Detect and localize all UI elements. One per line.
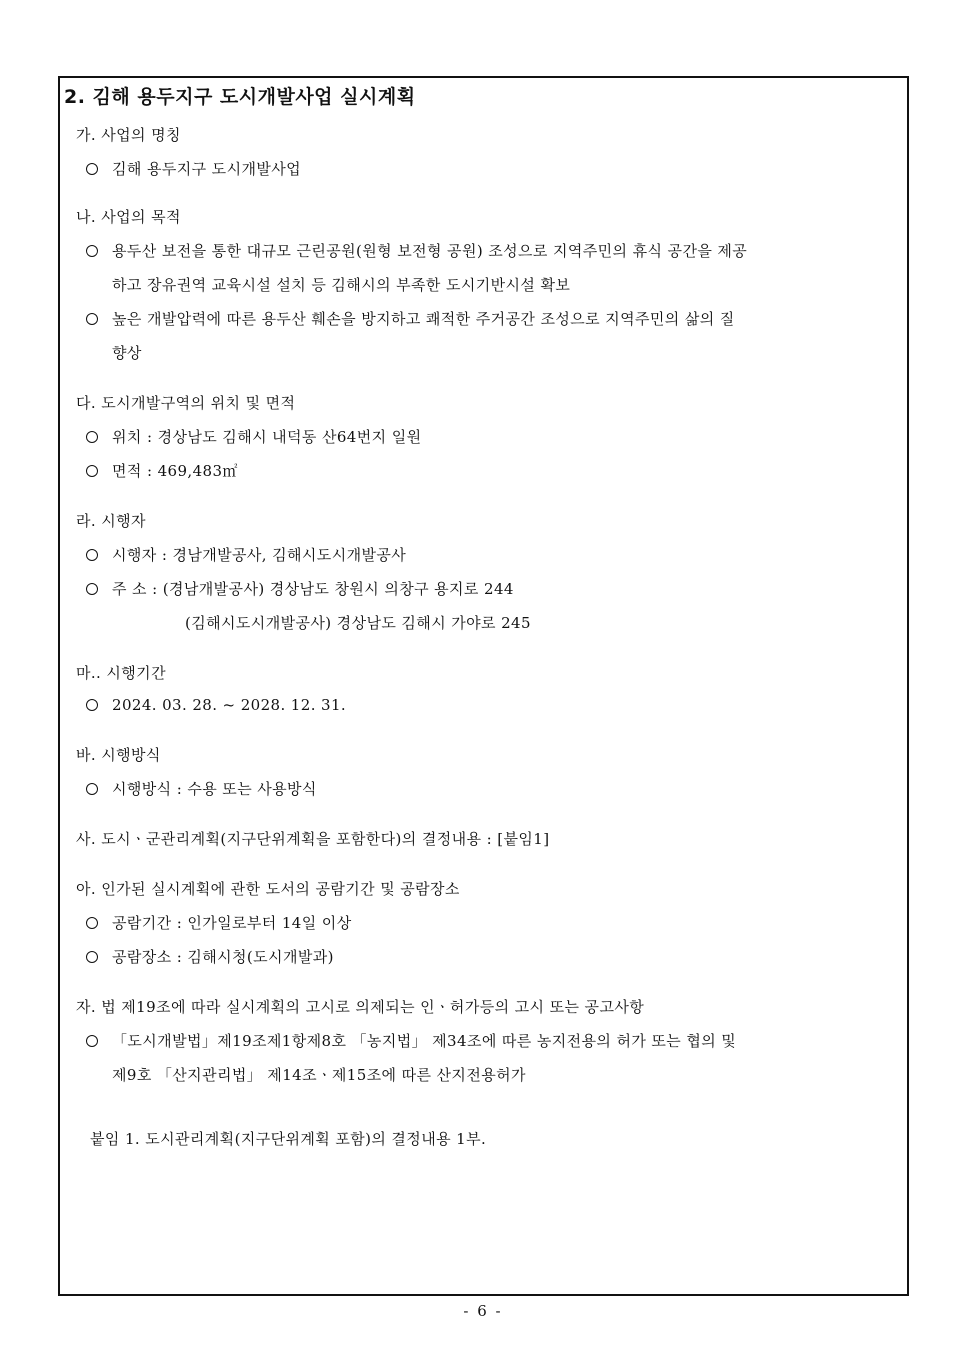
section-location-heading: 다. 도시개발구역의 위치 및 면적	[76, 394, 296, 412]
section-method-item-1: 시행방식 : 수용 또는 사용방식	[86, 778, 317, 799]
circle-bullet-icon	[86, 917, 98, 929]
section-inspection-heading: 아. 인가된 실시계획에 관한 도서의 공람기간 및 공람장소	[76, 880, 460, 898]
circle-bullet-icon	[86, 783, 98, 795]
attachment-note: 붙임 1. 도시관리계획(지구단위계획 포함)의 결정내용 1부.	[90, 1130, 487, 1148]
section-plan-heading: 사. 도시ㆍ군관리계획(지구단위계획을 포함한다)의 결정내용 : [붙임1]	[76, 830, 550, 848]
section-operator-item-1: 시행자 : 경남개발공사, 김해시도시개발공사	[86, 544, 406, 565]
document-title: 2. 김해 용두지구 도시개발사업 실시계획	[64, 86, 416, 108]
section-permits-item-1: 「도시개발법」제19조제1항제8호 「농지법」 제34조에 따른 농지전용의 허가 또는 협의 및	[86, 1030, 736, 1051]
section-operator-item-2-cont: (김해시도시개발공사) 경상남도 김해시 가야로 245	[185, 614, 531, 632]
section-inspection-item-2: 공람장소 : 김해시청(도시개발과)	[86, 946, 334, 967]
section-purpose-heading: 나. 사업의 목적	[76, 208, 181, 226]
section-purpose-item-1: 용두산 보전을 통한 대규모 근린공원(원형 보전형 공원) 조성으로 지역주민의 휴식 공간을 제공	[86, 240, 747, 261]
section-name-heading: 가. 사업의 명칭	[76, 126, 181, 144]
circle-bullet-icon	[86, 583, 98, 595]
section-permits-heading: 자. 법 제19조에 따라 실시계획의 고시로 의제되는 인ㆍ허가등의 고시 또는 공고사항	[76, 998, 645, 1016]
section-purpose-item-2: 높은 개발압력에 따른 용두산 훼손을 방지하고 쾌적한 주거공간 조성으로 지역주민의 삶의 질	[86, 308, 735, 329]
section-location-item-1: 위치 : 경상남도 김해시 내덕동 산64번지 일원	[86, 426, 421, 447]
section-inspection-item-1: 공람기간 : 인가일로부터 14일 이상	[86, 912, 352, 933]
circle-bullet-icon	[86, 465, 98, 477]
circle-bullet-icon	[86, 1035, 98, 1047]
page-number: - 6 -	[463, 1302, 503, 1320]
document-frame	[58, 76, 909, 1296]
section-operator-heading: 라. 시행자	[76, 512, 146, 530]
section-purpose-item-2-cont: 향상	[112, 344, 142, 362]
circle-bullet-icon	[86, 431, 98, 443]
circle-bullet-icon	[86, 245, 98, 257]
section-name-item: 김해 용두지구 도시개발사업	[86, 158, 301, 179]
section-operator-item-2: 주 소 : (경남개발공사) 경상남도 창원시 의창구 용지로 244	[86, 578, 514, 599]
section-period-heading: 마.. 시행기간	[76, 664, 166, 682]
circle-bullet-icon	[86, 313, 98, 325]
circle-bullet-icon	[86, 549, 98, 561]
section-permits-item-1-cont: 제9호 「산지관리법」 제14조ㆍ제15조에 따른 산지전용허가	[112, 1066, 526, 1084]
section-method-heading: 바. 시행방식	[76, 746, 161, 764]
section-purpose-item-1-cont: 하고 장유권역 교육시설 설치 등 김해시의 부족한 도시기반시설 확보	[112, 276, 571, 294]
section-location-item-2: 면적 : 469,483㎡	[86, 460, 238, 481]
circle-bullet-icon	[86, 163, 98, 175]
circle-bullet-icon	[86, 699, 98, 711]
circle-bullet-icon	[86, 951, 98, 963]
section-period-item-1: 2024. 03. 28. ~ 2028. 12. 31.	[86, 696, 346, 714]
